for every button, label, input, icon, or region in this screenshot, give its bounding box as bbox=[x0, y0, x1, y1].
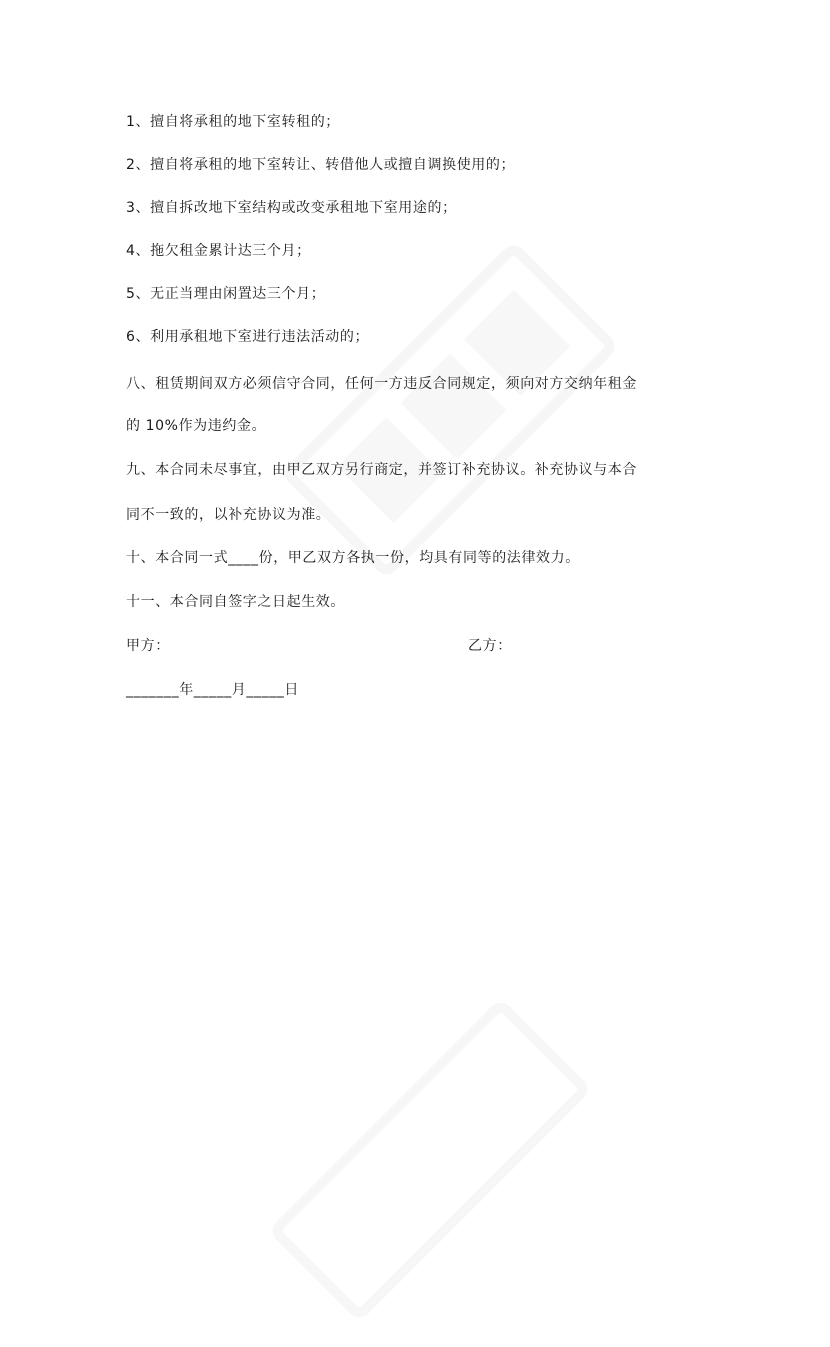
signing-date-line: _______年_____月_____日 bbox=[126, 682, 299, 698]
clause-item-4: 4、拖欠租金累计达三个月； bbox=[126, 243, 311, 259]
clause-item-2: 2、擅自将承租的地下室转让、转借他人或擅自调换使用的； bbox=[126, 157, 516, 173]
clause-item-1: 1、擅自将承租的地下室转租的； bbox=[126, 114, 340, 130]
clause-8-line-2: 的 10%作为违约金。 bbox=[126, 418, 267, 434]
clause-item-6: 6、利用承租地下室进行违法活动的； bbox=[126, 329, 370, 345]
party-b-signature-label: 乙方： bbox=[468, 638, 512, 654]
clause-9-line-1: 九、本合同未尽事宜，由甲乙双方另行商定，并签订补充协议。补充协议与本合 bbox=[126, 462, 637, 478]
clause-10: 十、本合同一式____份，甲乙双方各执一份，均具有同等的法律效力。 bbox=[126, 550, 580, 566]
watermark-graphic-bottom bbox=[246, 976, 614, 1344]
clause-item-5: 5、无正当理由闲置达三个月； bbox=[126, 286, 326, 302]
clause-9-line-2: 同不一致的，以补充协议为准。 bbox=[126, 507, 331, 523]
party-a-signature-label: 甲方： bbox=[126, 638, 170, 654]
clause-8-line-1: 八、租赁期间双方必须信守合同，任何一方违反合同规定，须向对方交纳年租金 bbox=[126, 376, 637, 392]
clause-11: 十一、本合同自签字之日起生效。 bbox=[126, 594, 345, 610]
clause-item-3: 3、擅自拆改地下室结构或改变承租地下室用途的； bbox=[126, 200, 457, 216]
